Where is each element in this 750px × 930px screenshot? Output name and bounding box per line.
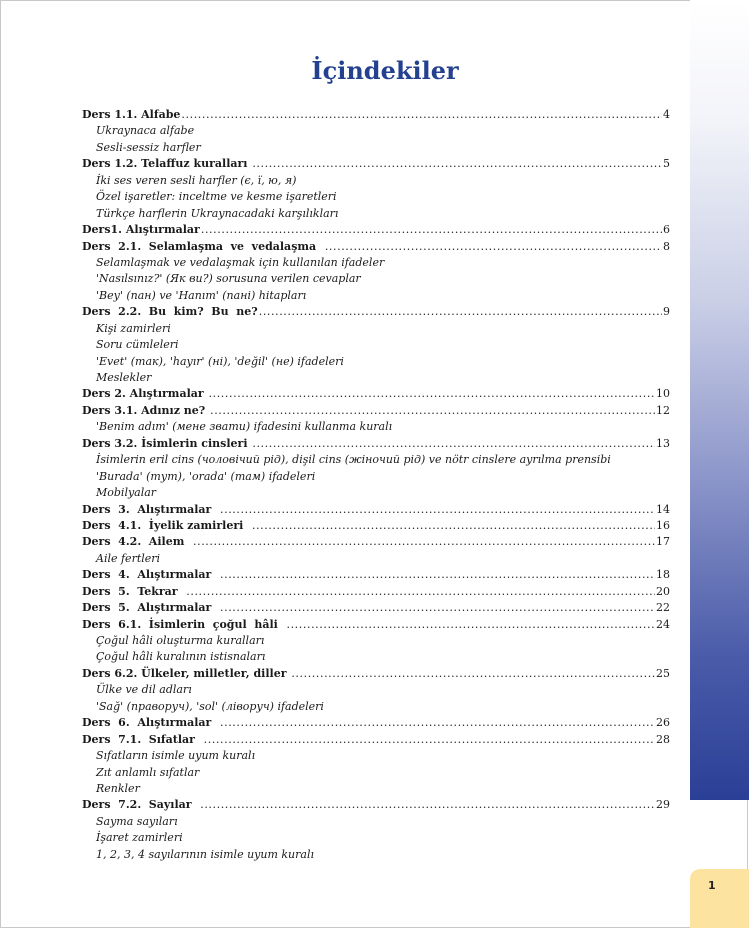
toc-leader-dots [291, 666, 655, 682]
toc-leader-dots [286, 617, 655, 633]
toc-subtopic: 'Bey' (пан) ve 'Hanım' (пані) hitapları [96, 288, 307, 302]
toc-leader-dots [220, 600, 655, 616]
toc-subtopic: İki ses veren sesli harfler (є, ї, ю, я) [96, 173, 297, 187]
toc-leader-dots [325, 239, 662, 255]
toc-entry [82, 518, 670, 534]
toc-page-number: 16 [656, 518, 670, 532]
toc-entry-label: Ders 7.1. Sıfatlar [82, 732, 203, 746]
toc-entry-label: Ders 6. Alıştırmalar [82, 716, 219, 730]
toc-subtopic: Sıfatların isimle uyum kuralı [96, 749, 256, 763]
toc-subtopic: 1, 2, 3, 4 sayılarının isimle uyum kuralı [96, 847, 314, 861]
toc-page-number: 12 [656, 403, 670, 417]
toc-entry-label: Ders 5. Tekrar [82, 584, 186, 598]
toc-entry [82, 797, 670, 813]
toc-entry [82, 534, 670, 550]
toc-entry [82, 239, 670, 255]
toc-entry-label: Ders 6.1. İsimlerin çoğul hâli [82, 617, 286, 631]
toc-entry-label: Ders1. Alıştırmalar [82, 223, 200, 237]
toc-subtopic: Aile fertleri [96, 551, 161, 565]
toc-entry [82, 666, 670, 682]
toc-entry [82, 715, 670, 731]
toc-entry [82, 386, 670, 402]
toc-subtopic: Çoğul hâli oluşturma kuralları [96, 634, 265, 647]
toc-entry-label: Ders 2. Alıştırmalar [82, 387, 208, 401]
toc-page-number: 28 [656, 732, 670, 746]
toc-subtopic: Mobilyalar [96, 486, 157, 500]
toc-subtopic: Ülke ve dil adları [96, 683, 192, 697]
toc-subtopic: Sayma sayıları [96, 814, 178, 828]
toc-leader-dots [186, 584, 655, 600]
page-title: İçindekiler [311, 56, 459, 85]
toc-subtopic: Ukraynaca alfabe [96, 124, 195, 138]
toc-leader-dots [220, 715, 655, 731]
page-number: 1 [708, 879, 716, 892]
toc-entry [82, 567, 670, 583]
toc-subtopic: 'Burada' (тут), 'orada' (там) ifadeleri [96, 469, 316, 483]
toc-entry-label: Ders 1.2. Telaffuz kuralları [82, 157, 252, 171]
toc-subtopic: 'Evet' (так), 'hayır' (ні), 'değil' (не) ifadeleri [96, 354, 344, 368]
toc-page-number: 29 [656, 798, 670, 812]
toc-subtopic: Kişi zamirleri [96, 321, 171, 335]
toc-leader-dots [181, 107, 662, 123]
toc-entry [82, 222, 670, 238]
toc-entry [82, 304, 670, 320]
toc-entry-label: Ders 6.2. Ülkeler, milletler, diller [82, 666, 291, 680]
toc-leader-dots [220, 502, 655, 518]
toc-leader-dots [252, 436, 655, 452]
toc-entry [82, 617, 670, 633]
toc-subtopic: Meslekler [96, 371, 152, 384]
toc-subtopic: İşaret zamirleri [96, 831, 183, 845]
toc-leader-dots [259, 304, 662, 320]
toc-leader-dots [210, 403, 655, 419]
toc-page-number: 18 [656, 568, 670, 582]
toc-page-number: 5 [663, 157, 670, 171]
toc-page-number: 17 [656, 535, 670, 549]
toc-subtopic: Türkçe harflerin Ukraynacadaki karşılıkları [96, 206, 339, 220]
toc-leader-dots [204, 732, 655, 748]
toc-entry [82, 584, 670, 600]
toc-subtopic: Sesli-sessiz harfler [96, 140, 201, 154]
toc-entry-label: Ders 5. Alıştırmalar [82, 601, 219, 615]
toc-entry-label: Ders 3.1. Adınız ne? [82, 403, 210, 417]
toc-leader-dots [220, 567, 655, 583]
toc-page-number: 14 [656, 502, 670, 516]
toc-subtopic: Soru cümleleri [96, 338, 179, 352]
page-number-tab [690, 869, 749, 928]
toc-leader-dots [252, 156, 662, 172]
toc-page-number: 13 [656, 436, 670, 450]
toc-entry [82, 600, 670, 616]
toc-subtopic: Selamlaşmak ve vedalaşmak için kullanılan ifadeler [96, 255, 385, 269]
toc-page-number: 6 [663, 223, 670, 237]
toc-entry-label: Ders 2.2. Bu kim? Bu ne? [82, 305, 258, 319]
toc-subtopic: 'Nasılsınız?' (Як ви?) sorusuna verilen cevaplar [96, 272, 361, 286]
toc-entry [82, 403, 670, 419]
toc-subtopic: Özel işaretler: inceltme ve kesme işaretleri [96, 190, 337, 204]
toc-page-number: 9 [663, 305, 670, 319]
toc-subtopic: İsimlerin eril cins (чоловічий рід), dişil cins (жіночий рід) ve nötr cinslere ayrılma prensibi [96, 453, 611, 467]
toc-page-number: 26 [656, 716, 670, 730]
toc-entry-label: Ders 4.2. Ailem [82, 535, 192, 549]
toc-page-number: 20 [656, 584, 670, 598]
toc-leader-dots [200, 797, 655, 813]
toc-entry-label: Ders 7.2. Sayılar [82, 798, 200, 812]
toc-entry [82, 436, 670, 452]
toc-page-number: 8 [663, 239, 670, 253]
toc-subtopic: 'Sağ' (праворуч), 'sol' (ліворуч) ifadeleri [96, 699, 324, 713]
toc-page-number: 24 [656, 617, 670, 631]
toc-subtopic: Renkler [96, 781, 140, 795]
toc-page-number: 22 [656, 601, 670, 615]
table-of-contents [82, 107, 670, 863]
toc-entry-label: Ders 2.1. Selamlaşma ve vedalaşma [82, 239, 324, 253]
toc-entry-label: Ders 4. Alıştırmalar [82, 568, 219, 582]
toc-entry [82, 156, 670, 172]
toc-subtopic: Zıt anlamlı sıfatlar [96, 765, 200, 779]
toc-entry [82, 502, 670, 518]
toc-entry-label: Ders 3.2. İsimlerin cinsleri [82, 436, 252, 450]
toc-entry-label: Ders 4.1. İyelik zamirleri [82, 518, 251, 532]
toc-leader-dots [209, 386, 655, 402]
toc-page-number: 10 [656, 387, 670, 401]
side-gradient-band [690, 0, 749, 800]
toc-leader-dots [193, 534, 655, 550]
toc-entry [82, 732, 670, 748]
toc-subtopic: Çoğul hâli kuralının istisnaları [96, 650, 266, 664]
toc-subtopic: 'Benim adım' (мене звати) ifadesini kullanma kuralı [96, 420, 393, 434]
toc-entry-label: Ders 1.1. Alfabe [82, 108, 181, 121]
toc-entry-label: Ders 3. Alıştırmalar [82, 502, 219, 516]
toc-leader-dots [201, 222, 662, 238]
toc-page-number: 4 [663, 108, 670, 121]
toc-leader-dots [252, 518, 655, 534]
toc-entry [82, 107, 670, 123]
toc-page-number: 25 [656, 666, 670, 680]
